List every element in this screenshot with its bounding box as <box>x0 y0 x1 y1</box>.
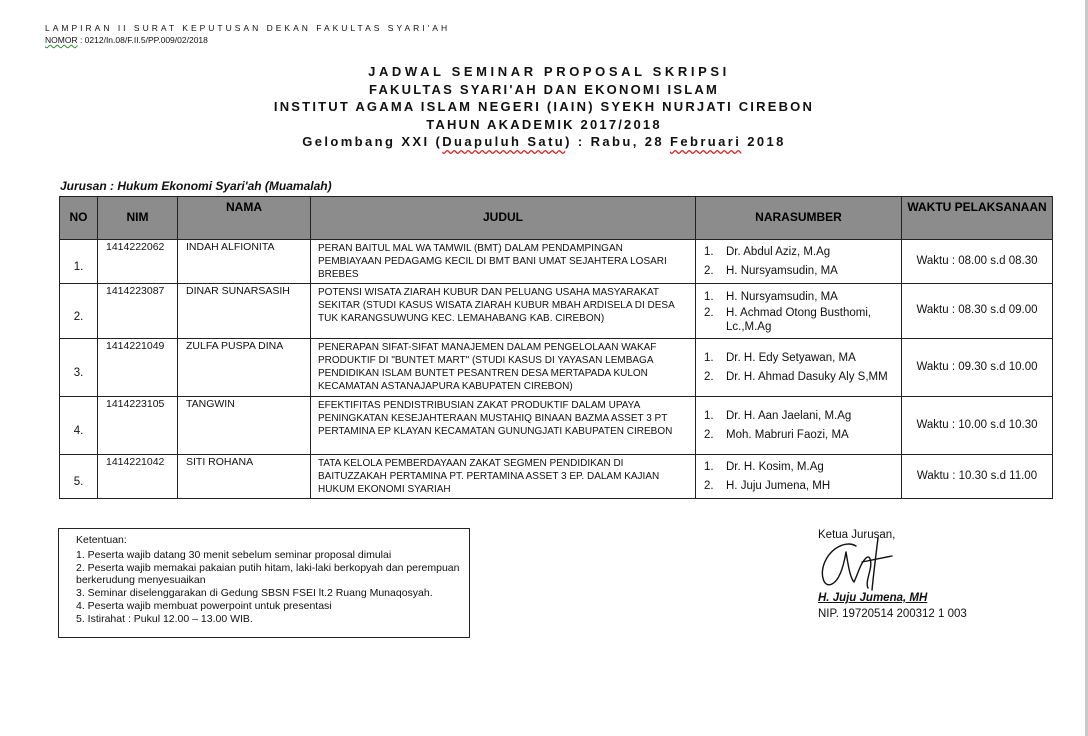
cell-nama: ZULFA PUSPA DINA <box>178 339 311 397</box>
cell-judul: EFEKTIFITAS PENDISTRIBUSIAN ZAKAT PRODUKTIF DALAM UPAYA PENINGKATAN KESEJAHTERAAN MUSTAHIQ BINAAN BAZMA ASSET 3 PT PERTAMINA EP KLAYAN KECAMATAN GUNUNGJATI KABUPATEN CIREBON <box>311 397 696 455</box>
nomor-text <box>45 35 208 46</box>
cell-narasumber <box>696 284 902 339</box>
cell-judul: POTENSI WISATA ZIARAH KUBUR DAN PELUANG USAHA MASYARAKAT SEKITAR (STUDI KASUS WISATA ZIARAH KUBUR MBAH ARDISELA DI DESA TUK KARANGSUWUNG KEC. LEMAHABANG KAB. CIREBON) <box>311 284 696 339</box>
column-header-judul: JUDUL <box>311 197 696 240</box>
ketentuan-title: Ketentuan: <box>76 534 127 546</box>
table-row <box>60 284 1053 339</box>
ketentuan-item: 3. Seminar diselenggarakan di Gedung SBSN FSEI lt.2 Ruang Munaqosyah. <box>76 587 433 600</box>
schedule-table <box>59 196 1053 499</box>
document-header <box>0 63 1088 151</box>
narasumber-name: Dr. Abdul Aziz, M.Ag <box>726 246 831 258</box>
cell-no: 5. <box>60 455 98 499</box>
column-header-narasumber: NARASUMBER <box>696 197 902 240</box>
narasumber-number: 1. <box>704 352 714 364</box>
cell-narasumber <box>696 455 902 499</box>
cell-waktu: Waktu : 08.30 s.d 09.00 <box>902 284 1053 339</box>
narasumber-name: Moh. Mabruri Faozi, MA <box>726 428 849 441</box>
table-row <box>60 455 1053 499</box>
narasumber-name: H. Nursyamsudin, MA <box>726 290 838 303</box>
header-line-1: JADWAL SEMINAR PROPOSAL SKRIPSI <box>368 64 730 79</box>
nomor-value: : 0212/In.08/F.II.5/PP.009/02/2018 <box>77 35 208 45</box>
ketentuan-box <box>58 528 470 638</box>
ketentuan-item: 2. Peserta wajib memakai pakaian putih hitam, laki-laki berkopyah dan perempuan berkerudung menyesuaikan <box>76 561 460 587</box>
header-line-3: INSTITUT AGAMA ISLAM NEGERI (IAIN) SYEKH NURJATI CIREBON <box>273 99 815 114</box>
column-header-waktu: WAKTU PELAKSANAAN <box>902 197 1053 240</box>
cell-nim: 1414223087 <box>98 284 178 339</box>
narasumber-item <box>704 477 894 496</box>
header-line-5-part: Februari <box>670 134 742 149</box>
narasumber-number: 2. <box>704 428 714 441</box>
narasumber-item <box>704 306 894 334</box>
narasumber-number: 2. <box>704 307 714 320</box>
cell-no: 4. <box>60 397 98 455</box>
narasumber-name: Dr. H. Edy Setyawan, MA <box>726 352 856 364</box>
table-row <box>60 240 1053 284</box>
narasumber-item <box>704 426 894 445</box>
jurusan-label: Jurusan : Hukum Ekonomi Syari'ah (Muamalah) <box>60 179 332 193</box>
narasumber-item <box>704 243 894 262</box>
cell-nim: 1414222062 <box>98 240 178 284</box>
table-row <box>60 339 1053 397</box>
narasumber-name: Dr. H. Aan Jaelani, M.Ag <box>726 410 852 422</box>
cell-judul: TATA KELOLA PEMBERDAYAAN ZAKAT SEGMEN PENDIDIKAN DI BAITUZZAKAH PERTAMINA PT. PERTAMINA ASSET 3 EP. DALAM KAJIAN HUKUM EKONOMI SYARIAH <box>311 455 696 499</box>
narasumber-name: H. Nursyamsudin, MA <box>726 264 838 277</box>
header-line-5-part: Duapuluh Satu <box>442 134 566 149</box>
header-line-5 <box>0 133 1088 151</box>
column-header-nama: NAMA <box>178 197 311 240</box>
narasumber-number: 1. <box>704 246 714 258</box>
ketentuan-item: 1. Peserta wajib datang 30 menit sebelum seminar proposal dimulai <box>76 548 392 561</box>
header-line-5-part: 2018 <box>741 134 786 149</box>
narasumber-item <box>704 458 894 477</box>
cell-nama: TANGWIN <box>178 397 311 455</box>
cell-nama: DINAR SUNARSASIH <box>178 284 311 339</box>
signature-nip: NIP. 19720514 200312 1 003 <box>818 608 967 620</box>
cell-nama: SITI ROHANA <box>178 455 311 499</box>
narasumber-number: 1. <box>704 461 714 473</box>
ketentuan-item: 4. Peserta wajib membuat powerpoint untuk presentasi <box>76 599 332 612</box>
column-header-no: NO <box>60 197 98 240</box>
cell-no: 3. <box>60 339 98 397</box>
cell-waktu: Waktu : 10.00 s.d 10.30 <box>902 397 1053 455</box>
header-line-4: TAHUN AKADEMIK 2017/2018 <box>426 116 662 132</box>
cell-waktu: Waktu : 08.00 s.d 08.30 <box>902 240 1053 284</box>
narasumber-number: 1. <box>704 290 714 303</box>
nomor-label: NOMOR <box>45 35 78 45</box>
cell-nama: INDAH ALFIONITA <box>178 240 311 284</box>
handwritten-signature <box>816 534 898 592</box>
cell-nim: 1414223105 <box>98 397 178 455</box>
cell-no: 2. <box>60 284 98 339</box>
signature-name: H. Juju Jumena, MH <box>818 592 928 604</box>
narasumber-number: 2. <box>704 370 714 383</box>
header-line-5-part: Gelombang XXI ( <box>302 134 443 149</box>
cell-narasumber <box>696 339 902 397</box>
ketentuan-item: 5. Istirahat : Pukul 12.00 – 13.00 WIB. <box>76 612 253 625</box>
cell-judul: PENERAPAN SIFAT-SIFAT MANAJEMEN DALAM PENGELOLAAN WAKAF PRODUKTIF DI "BUNTET MART" (STUDI KASUS DI YAYASAN LEMBAGA PENDIDIKAN ISLAM BUNTET PESANTREN DESA MERTAPADA KULON KECAMATAN ASTANAJAPURA KABUPATEN CIREBON) <box>311 339 696 397</box>
table-row <box>60 397 1053 455</box>
narasumber-name: Dr. H. Ahmad Dasuky Aly S,MM <box>726 370 888 383</box>
cell-judul: PERAN BAITUL MAL WA TAMWIL (BMT) DALAM PENDAMPINGAN PEMBIAYAAN PEDAGAMG KECIL DI BMT BANI UMAT SEJAHTERA LOSARI BREBES <box>311 240 696 284</box>
narasumber-item <box>704 262 894 281</box>
narasumber-name: H. Achmad Otong Busthomi, Lc.,M.Ag <box>726 307 872 334</box>
narasumber-item <box>704 288 894 307</box>
narasumber-number: 2. <box>704 479 714 492</box>
cell-waktu: Waktu : 10.30 s.d 11.00 <box>902 455 1053 499</box>
header-line-2: FAKULTAS SYARI'AH DAN EKONOMI ISLAM <box>369 81 719 97</box>
cell-narasumber <box>696 397 902 455</box>
cell-nim: 1414221042 <box>98 455 178 499</box>
narasumber-item <box>704 407 894 426</box>
cell-waktu: Waktu : 09.30 s.d 10.00 <box>902 339 1053 397</box>
narasumber-number: 1. <box>704 410 714 422</box>
narasumber-item <box>704 368 894 387</box>
column-header-nim: NIM <box>98 197 178 240</box>
header-line-5-part: ) : Rabu, 28 <box>565 134 671 149</box>
cell-narasumber <box>696 240 902 284</box>
lampiran-text: LAMPIRAN II SURAT KEPUTUSAN DEKAN FAKULTAS SYARI'AH <box>45 23 451 33</box>
narasumber-number: 2. <box>704 264 714 277</box>
narasumber-name: H. Juju Jumena, MH <box>726 479 831 492</box>
cell-nim: 1414221049 <box>98 339 178 397</box>
narasumber-item <box>704 349 894 368</box>
table-header-row <box>60 197 1053 240</box>
cell-no: 1. <box>60 240 98 284</box>
narasumber-name: Dr. H. Kosim, M.Ag <box>726 461 824 473</box>
signature-role: Ketua Jurusan, <box>818 529 896 541</box>
